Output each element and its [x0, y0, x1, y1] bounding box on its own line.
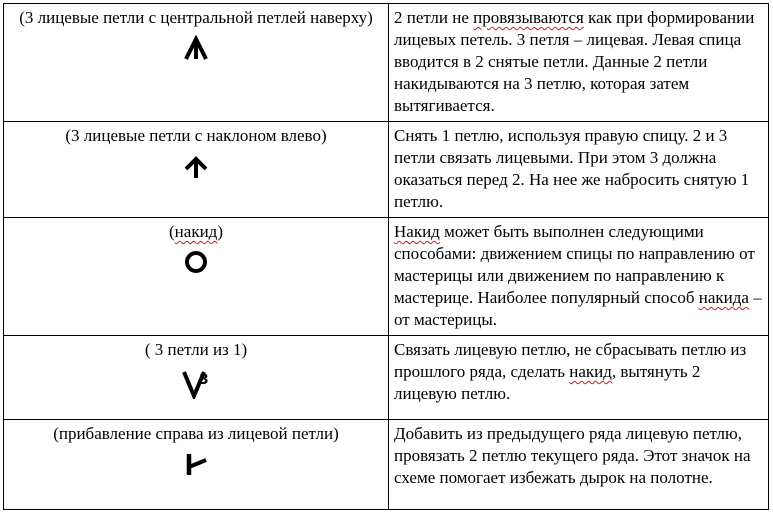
three-from-one-icon	[181, 367, 211, 399]
table-row	[4, 336, 769, 420]
description-cell	[389, 218, 769, 336]
symbol-label: ( 3 петли из 1)	[144, 340, 248, 359]
knitting-symbols-table	[3, 3, 769, 510]
spellcheck-word: накид	[174, 222, 218, 241]
spellcheck-word: накида	[698, 288, 749, 307]
description-text: как при формировании лицевых петель. 3 петля – лицевая. Левая спица вводится в 2 снятые петли. Данные 2 петли накидываются на 3 петлю, которая затем вытягивается.	[394, 8, 755, 115]
spellcheck-word: накид	[569, 362, 612, 381]
symbol-label: (накид)	[169, 222, 223, 241]
description-text: , вытянуть 2 лицевую петлю.	[394, 362, 701, 403]
description-text: Связать лицевую петлю, не сбрасывать петлю из прошлого ряда, сделать	[394, 340, 747, 381]
description-text: Добавить из предыдущего ряда лицевую петлю, провязать 2 петлю текущего ряда. Этот значок на схеме помогает избежать дырок на полотне.	[394, 424, 751, 487]
table-row	[4, 4, 769, 122]
description-cell	[389, 420, 769, 510]
icon-number: 3	[199, 372, 209, 388]
three-knit-together-center-top-icon	[183, 35, 209, 61]
table-row	[4, 420, 769, 510]
description-text: 2 петли не	[394, 8, 474, 27]
symbol-label: (3 лицевые петли с наклоном влево)	[65, 126, 327, 145]
yarn-over-icon	[183, 249, 209, 275]
symbol-cell	[4, 336, 389, 420]
description-text: – от мастерицы.	[394, 288, 762, 329]
table-row	[4, 122, 769, 218]
spellcheck-word: Накид	[394, 222, 440, 241]
symbol-cell	[4, 122, 389, 218]
description-cell	[389, 336, 769, 420]
symbol-label: (3 лицевые петли с центральной петлей наверху)	[19, 8, 373, 27]
description-cell	[389, 4, 769, 122]
spellcheck-word: провязываются	[473, 8, 584, 27]
symbol-cell	[4, 420, 389, 510]
symbol-cell	[4, 218, 389, 336]
symbol-cell	[4, 4, 389, 122]
three-knit-together-left-slant-icon	[183, 153, 209, 179]
description-text: Снять 1 петлю, используя правую спицу. 2 и 3 петли связать лицевыми. При этом 3 должна оказаться перед 2. На нее же набросить снятую 1 петлю.	[394, 126, 750, 211]
symbol-label: (прибавление справа из лицевой петли)	[53, 424, 339, 443]
right-lifted-increase-icon	[183, 451, 209, 477]
description-text: может быть выполнен следующими способами: движением спицы по направлению от мастерицы или движением по направлению к мастерице. Наиболее популярный способ	[394, 222, 755, 307]
table-row	[4, 218, 769, 336]
description-cell	[389, 122, 769, 218]
